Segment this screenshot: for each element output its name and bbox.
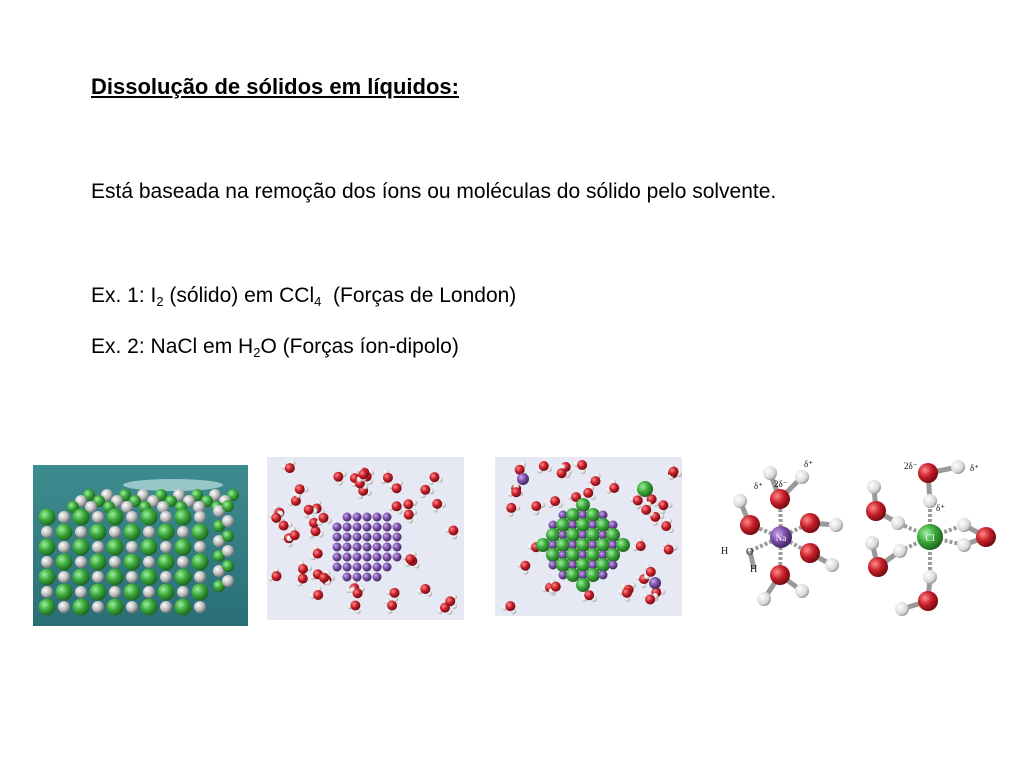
sodium-ion bbox=[194, 571, 206, 583]
chloride-ion bbox=[158, 524, 175, 541]
sodium-ion bbox=[343, 533, 352, 542]
hydrogen-atom bbox=[893, 544, 907, 558]
oxygen-atom bbox=[387, 600, 397, 610]
chloride-ion bbox=[616, 538, 630, 552]
oxygen-atom bbox=[298, 564, 308, 574]
oxygen-atom bbox=[313, 590, 323, 600]
oxygen-atom bbox=[390, 588, 400, 598]
sodium-ion bbox=[177, 556, 189, 568]
hydrogen-atom bbox=[757, 592, 771, 606]
oxygen-atom bbox=[290, 530, 300, 540]
oxygen-atom bbox=[311, 526, 321, 536]
oxygen-atom bbox=[633, 495, 643, 505]
oxygen-atom bbox=[577, 460, 587, 470]
example-2-prefix: Ex. 2: NaCl em H bbox=[91, 335, 254, 358]
oxygen-atom bbox=[658, 500, 668, 510]
oxygen-atom bbox=[550, 496, 560, 506]
chloride-ion bbox=[586, 548, 600, 562]
sodium-ion bbox=[177, 526, 189, 538]
o-atom-label: O bbox=[746, 547, 754, 558]
sodium-ion bbox=[383, 563, 392, 572]
sodium-ion bbox=[194, 601, 206, 613]
oxygen-atom bbox=[403, 499, 413, 509]
example-1-mid: (sólido) em CCl bbox=[163, 284, 315, 307]
example-1 bbox=[91, 284, 516, 308]
oxygen-atom bbox=[664, 545, 674, 555]
sodium-ion bbox=[41, 526, 53, 538]
oxygen-atom bbox=[404, 510, 414, 520]
oxygen-atom bbox=[318, 513, 328, 523]
dissolving-crystal-image bbox=[495, 457, 682, 616]
sodium-ion bbox=[363, 523, 372, 532]
crystal-in-water-image bbox=[267, 457, 464, 620]
example-1-subscript-2: 4 bbox=[314, 294, 322, 309]
oxygen-atom bbox=[298, 574, 308, 584]
delta-plus-label: δ⁺ bbox=[804, 459, 813, 469]
oxygen-atom bbox=[583, 488, 593, 498]
chloride-ion bbox=[56, 524, 73, 541]
sodium-ion bbox=[373, 533, 382, 542]
sodium-ion bbox=[393, 553, 402, 562]
sodium-ion bbox=[383, 553, 392, 562]
chloride-ion bbox=[222, 530, 234, 542]
sodium-ion bbox=[353, 543, 362, 552]
example-1-prefix: Ex. 1: I bbox=[91, 284, 157, 307]
chloride-ion bbox=[39, 509, 56, 526]
sodium-ion bbox=[126, 511, 138, 523]
hydrogen-atom bbox=[763, 466, 777, 480]
sodium-ion bbox=[222, 515, 234, 527]
oxygen-atom bbox=[645, 594, 655, 604]
sodium-ion bbox=[58, 571, 70, 583]
oxygen-atom bbox=[609, 483, 619, 493]
oxygen-atom bbox=[271, 513, 281, 523]
hydrogen-atom bbox=[867, 480, 881, 494]
sodium-ion bbox=[383, 513, 392, 522]
sodium-ion bbox=[373, 523, 382, 532]
chloride-ion bbox=[73, 539, 90, 556]
sodium-ion bbox=[353, 513, 362, 522]
oxygen-atom bbox=[622, 588, 632, 598]
sodium-ion bbox=[353, 553, 362, 562]
hydrated-chloride-graphic bbox=[860, 455, 1000, 620]
chloride-ion bbox=[90, 584, 107, 601]
chloride-ion bbox=[158, 584, 175, 601]
sodium-ion bbox=[177, 586, 189, 598]
hydrogen-atom bbox=[923, 494, 937, 508]
oxygen-atom bbox=[313, 549, 323, 559]
oxygen-atom bbox=[866, 501, 886, 521]
sodium-ion bbox=[373, 563, 382, 572]
oxygen-atom bbox=[420, 584, 430, 594]
oxygen-atom bbox=[295, 484, 305, 494]
chloride-ion bbox=[107, 509, 124, 526]
sodium-ion bbox=[333, 563, 342, 572]
chloride-ion bbox=[39, 539, 56, 556]
oxygen-atom bbox=[661, 521, 671, 531]
chloride-ion bbox=[637, 481, 653, 497]
chloride-ion bbox=[566, 568, 580, 582]
oxygen-atom bbox=[669, 467, 679, 477]
chloride-ion bbox=[556, 538, 570, 552]
hydrogen-atom bbox=[795, 470, 809, 484]
chloride-ion bbox=[141, 599, 158, 616]
nacl-crystal-graphic bbox=[33, 465, 248, 626]
hydrogen-atom bbox=[957, 518, 971, 532]
chloride-ion bbox=[606, 528, 620, 542]
sodium-ion bbox=[343, 523, 352, 532]
sodium-label: Na bbox=[775, 533, 787, 543]
sodium-ion bbox=[353, 533, 362, 542]
chloride-ion bbox=[192, 554, 209, 571]
oxygen-atom bbox=[304, 505, 314, 515]
oxygen-atom bbox=[445, 596, 455, 606]
oxygen-atom bbox=[279, 521, 289, 531]
chloride-ion bbox=[596, 558, 610, 572]
chloride-ion bbox=[175, 509, 192, 526]
two-delta-minus-label: 2δ⁻ bbox=[774, 479, 788, 489]
chloride-ion bbox=[576, 518, 590, 532]
sodium-ion bbox=[160, 571, 172, 583]
chloride-ion bbox=[39, 569, 56, 586]
sodium-ion bbox=[143, 526, 155, 538]
chloride-ion bbox=[124, 524, 141, 541]
sodium-ion bbox=[143, 586, 155, 598]
sodium-ion bbox=[363, 543, 372, 552]
sodium-ion bbox=[383, 543, 392, 552]
chloride-ion bbox=[175, 539, 192, 556]
sodium-ion bbox=[363, 533, 372, 542]
sodium-ion bbox=[92, 601, 104, 613]
oxygen-atom bbox=[392, 501, 402, 511]
chloride-ion bbox=[606, 548, 620, 562]
sodium-ion bbox=[126, 601, 138, 613]
chloride-ion bbox=[56, 554, 73, 571]
sodium-ion bbox=[75, 586, 87, 598]
oxygen-atom bbox=[641, 505, 651, 515]
oxygen-atom bbox=[918, 591, 938, 611]
oxygen-atom bbox=[584, 590, 594, 600]
chloride-ion bbox=[56, 584, 73, 601]
chloride-ion bbox=[107, 599, 124, 616]
chloride-ion bbox=[576, 578, 590, 592]
sodium-ion bbox=[75, 526, 87, 538]
sodium-ion bbox=[92, 571, 104, 583]
sodium-ion bbox=[333, 533, 342, 542]
sodium-ion bbox=[58, 601, 70, 613]
sodium-ion bbox=[609, 561, 618, 570]
oxygen-atom bbox=[976, 527, 996, 547]
hydrogen-atom bbox=[825, 558, 839, 572]
sodium-ion bbox=[222, 575, 234, 587]
nacl-crystal-image bbox=[33, 465, 248, 626]
sodium-ion bbox=[58, 511, 70, 523]
oxygen-atom bbox=[272, 571, 282, 581]
oxygen-atom bbox=[505, 601, 515, 611]
chloride-ion bbox=[576, 498, 590, 512]
chloride-ion bbox=[536, 538, 550, 552]
example-1-subscript-1: 2 bbox=[156, 294, 164, 309]
sodium-ion bbox=[343, 553, 352, 562]
chloride-ion bbox=[141, 509, 158, 526]
sodium-ion bbox=[373, 553, 382, 562]
sodium-ion bbox=[92, 541, 104, 553]
sodium-ion bbox=[194, 511, 206, 523]
chloride-ion bbox=[192, 584, 209, 601]
oxygen-atom bbox=[800, 513, 820, 533]
chloride-ion bbox=[566, 548, 580, 562]
oxygen-atom bbox=[551, 582, 561, 592]
hydrogen-atom bbox=[895, 602, 909, 616]
sodium-ion bbox=[222, 545, 234, 557]
oxygen-atom bbox=[448, 526, 458, 536]
chloride-ion bbox=[222, 560, 234, 572]
chloride-ion bbox=[39, 599, 56, 616]
chloride-label: Cl bbox=[925, 533, 935, 544]
chloride-ion bbox=[175, 599, 192, 616]
sodium-ion bbox=[160, 601, 172, 613]
oxygen-atom bbox=[868, 557, 888, 577]
sodium-ion bbox=[160, 541, 172, 553]
chloride-ion bbox=[586, 528, 600, 542]
sodium-ion bbox=[333, 553, 342, 562]
oxygen-atom bbox=[285, 463, 295, 473]
h-atom-label: H bbox=[721, 546, 729, 557]
chloride-ion bbox=[124, 554, 141, 571]
sodium-ion bbox=[109, 526, 121, 538]
chloride-ion bbox=[576, 538, 590, 552]
oxygen-atom bbox=[591, 476, 601, 486]
sodium-ion bbox=[333, 523, 342, 532]
oxygen-atom bbox=[429, 472, 439, 482]
sodium-ion bbox=[383, 533, 392, 542]
sodium-ion bbox=[109, 586, 121, 598]
chloride-ion bbox=[192, 524, 209, 541]
oxygen-atom bbox=[333, 472, 343, 482]
h-atom-label: H bbox=[750, 564, 758, 575]
oxygen-atom bbox=[358, 469, 368, 479]
delta-plus-label: δ⁺ bbox=[754, 481, 763, 491]
chloride-ion bbox=[175, 569, 192, 586]
sodium-ion bbox=[393, 543, 402, 552]
sodium-ion bbox=[393, 523, 402, 532]
chloride-ion bbox=[586, 508, 600, 522]
sodium-ion bbox=[126, 571, 138, 583]
oxygen-atom bbox=[432, 499, 442, 509]
hydrogen-atom bbox=[865, 536, 879, 550]
hydrogen-atom bbox=[891, 516, 905, 530]
crystal-glow bbox=[123, 479, 223, 491]
hydrated-sodium-graphic bbox=[710, 455, 850, 615]
chloride-ion bbox=[107, 569, 124, 586]
two-delta-minus-label: 2δ⁻ bbox=[904, 461, 918, 471]
sodium-ion bbox=[126, 541, 138, 553]
oxygen-atom bbox=[770, 565, 790, 585]
sodium-ion bbox=[41, 586, 53, 598]
oxygen-atom bbox=[800, 543, 820, 563]
oxygen-atom bbox=[646, 567, 656, 577]
sodium-ion bbox=[92, 511, 104, 523]
chloride-ion bbox=[90, 524, 107, 541]
oxygen-atom bbox=[770, 489, 790, 509]
oxygen-atom bbox=[319, 573, 329, 583]
chloride-ion bbox=[141, 539, 158, 556]
oxygen-atom bbox=[420, 485, 430, 495]
example-2 bbox=[91, 335, 459, 359]
delta-plus-label: δ⁺ bbox=[970, 463, 979, 473]
hydrated-chloride-image bbox=[860, 455, 1000, 620]
oxygen-atom bbox=[353, 588, 363, 598]
chloride-ion bbox=[546, 548, 560, 562]
oxygen-atom bbox=[740, 515, 760, 535]
oxygen-atom bbox=[531, 501, 541, 511]
sodium-ion bbox=[343, 573, 352, 582]
sodium-ion bbox=[383, 523, 392, 532]
chloride-ion bbox=[596, 518, 610, 532]
sodium-ion bbox=[343, 563, 352, 572]
sodium-ion bbox=[353, 573, 362, 582]
hydrogen-atom bbox=[829, 518, 843, 532]
example-2-suffix: O (Forças íon-dipolo) bbox=[260, 335, 459, 358]
chloride-ion bbox=[546, 528, 560, 542]
chloride-ion bbox=[596, 538, 610, 552]
oxygen-atom bbox=[506, 503, 516, 513]
chloride-ion bbox=[566, 508, 580, 522]
sodium-ion bbox=[343, 543, 352, 552]
sodium-ion bbox=[373, 513, 382, 522]
hydrogen-atom bbox=[951, 460, 965, 474]
sodium-ion bbox=[143, 556, 155, 568]
dissolving-crystal-graphic bbox=[495, 457, 682, 616]
oxygen-atom bbox=[511, 487, 521, 497]
example-1-suffix: (Forças de London) bbox=[321, 284, 517, 307]
chloride-ion bbox=[73, 599, 90, 616]
oxygen-atom bbox=[557, 468, 567, 478]
sodium-ion bbox=[58, 541, 70, 553]
chloride-ion bbox=[556, 558, 570, 572]
chloride-ion bbox=[107, 539, 124, 556]
sodium-ion bbox=[517, 473, 529, 485]
sodium-ion bbox=[373, 543, 382, 552]
sodium-ion bbox=[109, 556, 121, 568]
intro-text: Está baseada na remoção dos íons ou moléculas do sólido pelo solvente. bbox=[91, 180, 777, 203]
oxygen-atom bbox=[392, 483, 402, 493]
oxygen-atom bbox=[918, 463, 938, 483]
chloride-ion bbox=[141, 569, 158, 586]
sodium-ion bbox=[599, 571, 608, 580]
chloride-ion bbox=[124, 584, 141, 601]
oxygen-atom bbox=[383, 473, 393, 483]
chloride-ion bbox=[158, 554, 175, 571]
chloride-ion bbox=[222, 500, 234, 512]
sodium-ion bbox=[353, 523, 362, 532]
oxygen-atom bbox=[520, 561, 530, 571]
chloride-ion bbox=[586, 568, 600, 582]
sodium-ion bbox=[333, 543, 342, 552]
chloride-ion bbox=[90, 554, 107, 571]
slide-title: Dissolução de sólidos em líquidos: bbox=[91, 74, 459, 99]
chloride-ion bbox=[566, 528, 580, 542]
oxygen-atom bbox=[539, 461, 549, 471]
oxygen-atom bbox=[350, 600, 360, 610]
sodium-ion bbox=[41, 556, 53, 568]
sodium-ion bbox=[363, 513, 372, 522]
hydrogen-atom bbox=[733, 494, 747, 508]
sodium-ion bbox=[363, 573, 372, 582]
oxygen-atom bbox=[405, 554, 415, 564]
sodium-ion bbox=[649, 577, 661, 589]
chloride-ion bbox=[73, 509, 90, 526]
sodium-ion bbox=[373, 573, 382, 582]
sodium-ion bbox=[363, 553, 372, 562]
example-2-subscript: 2 bbox=[253, 345, 261, 360]
chloride-ion bbox=[576, 558, 590, 572]
sodium-ion bbox=[343, 513, 352, 522]
delta-plus-label: δ⁺ bbox=[936, 503, 945, 513]
hydrogen-atom bbox=[795, 584, 809, 598]
oxygen-atom bbox=[636, 541, 646, 551]
sodium-ion bbox=[160, 511, 172, 523]
sodium-ion bbox=[363, 563, 372, 572]
chloride-ion bbox=[73, 569, 90, 586]
hydrogen-atom bbox=[957, 538, 971, 552]
hydrated-sodium-image bbox=[710, 455, 850, 615]
sodium-ion bbox=[75, 556, 87, 568]
sodium-ion bbox=[393, 533, 402, 542]
crystal-in-water-graphic bbox=[267, 457, 464, 620]
chloride-ion bbox=[556, 518, 570, 532]
hydrogen-atom bbox=[923, 570, 937, 584]
sodium-ion bbox=[194, 541, 206, 553]
sodium-ion bbox=[353, 563, 362, 572]
